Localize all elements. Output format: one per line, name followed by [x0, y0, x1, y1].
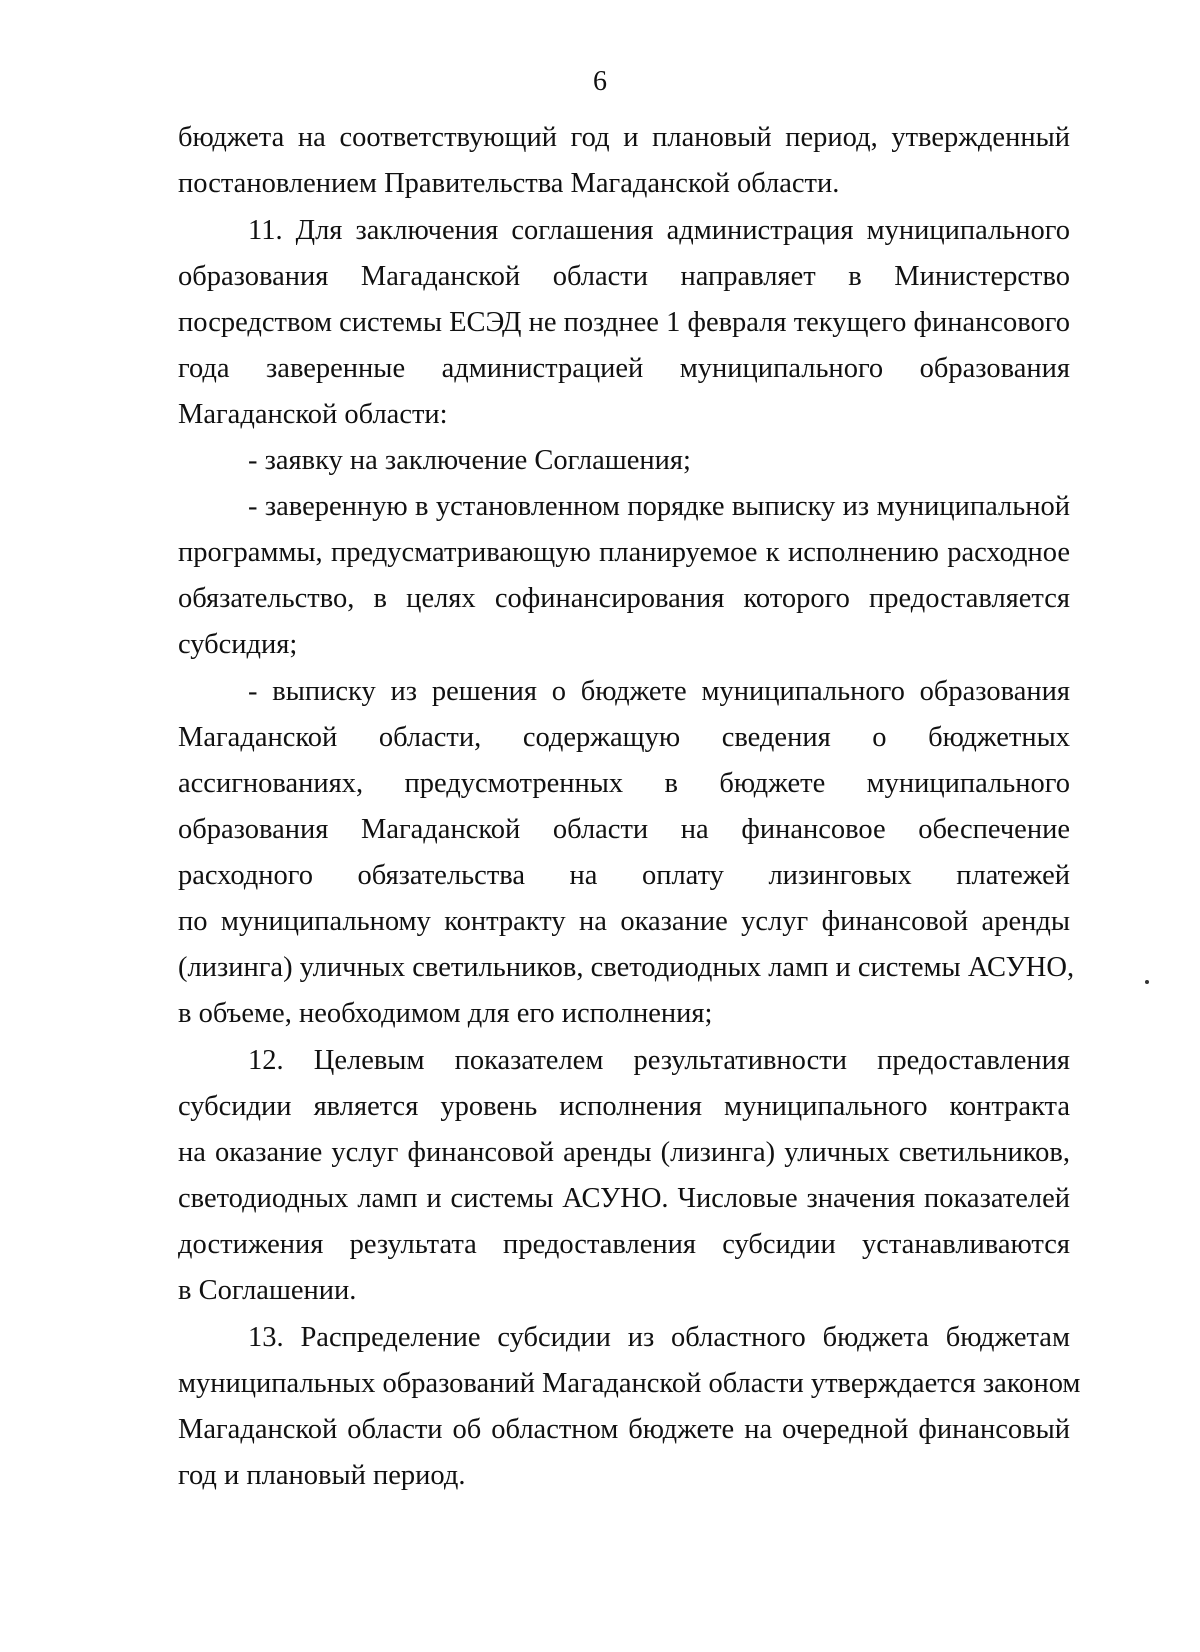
- scan-speck: [1145, 980, 1149, 984]
- paragraph-13-start: 13. Распределение субсидии из областного бюджета бюджетам: [248, 1322, 1070, 1353]
- text-line: расходного обязательства на оплату лизинговых платежей: [178, 860, 1070, 891]
- text-line: Магаданской области, содержащую сведения о бюджетных: [178, 722, 1070, 753]
- text-line: постановлением Правительства Магаданской области.: [178, 168, 840, 199]
- text-line: посредством системы ЕСЭД не позднее 1 февраля текущего финансового: [178, 307, 1070, 338]
- list-item: - заявку на заключение Соглашения;: [248, 445, 691, 476]
- paragraph-12-start: 12. Целевым показателем результативности предоставления: [248, 1045, 1070, 1076]
- text-line: в объеме, необходимом для его исполнения;: [178, 998, 713, 1029]
- text-line: по муниципальному контракту на оказание услуг финансовой аренды: [178, 906, 1070, 937]
- text-line: бюджета на соответствующий год и плановый период, утвержденный: [178, 122, 1070, 153]
- text-line: субсидия;: [178, 629, 298, 660]
- text-line: год и плановый период.: [178, 1460, 466, 1491]
- page-number: 6: [593, 66, 607, 97]
- text-line: светодиодных ламп и системы АСУНО. Числовые значения показателей: [178, 1183, 1070, 1214]
- text-line: Магаданской области:: [178, 399, 448, 430]
- text-line: ассигнованиях, предусмотренных в бюджете муниципального: [178, 768, 1070, 799]
- text-line: на оказание услуг финансовой аренды (лизинга) уличных светильников,: [178, 1137, 1070, 1168]
- text-line: Магаданской области об областном бюджете на очередной финансовый: [178, 1414, 1070, 1445]
- list-item: - заверенную в установленном порядке выписку из муниципальной: [248, 491, 1070, 522]
- text-line: программы, предусматривающую планируемое к исполнению расходное: [178, 537, 1070, 568]
- text-line: достижения результата предоставления субсидии устанавливаются: [178, 1229, 1070, 1260]
- text-line: субсидии является уровень исполнения муниципального контракта: [178, 1091, 1070, 1122]
- list-item: - выписку из решения о бюджете муниципального образования: [248, 676, 1070, 707]
- text-line: обязательство, в целях софинансирования которого предоставляется: [178, 583, 1070, 614]
- text-line: образования Магаданской области на финансовое обеспечение: [178, 814, 1070, 845]
- text-line: в Соглашении.: [178, 1275, 357, 1306]
- text-line: года заверенные администрацией муниципального образования: [178, 353, 1070, 384]
- text-line: образования Магаданской области направляет в Министерство: [178, 261, 1070, 292]
- text-line: муниципальных образований Магаданской области утверждается законом: [178, 1368, 1081, 1399]
- text-line: (лизинга) уличных светильников, светодиодных ламп и системы АСУНО,: [178, 952, 1075, 983]
- paragraph-11-start: 11. Для заключения соглашения администрация муниципального: [248, 215, 1070, 246]
